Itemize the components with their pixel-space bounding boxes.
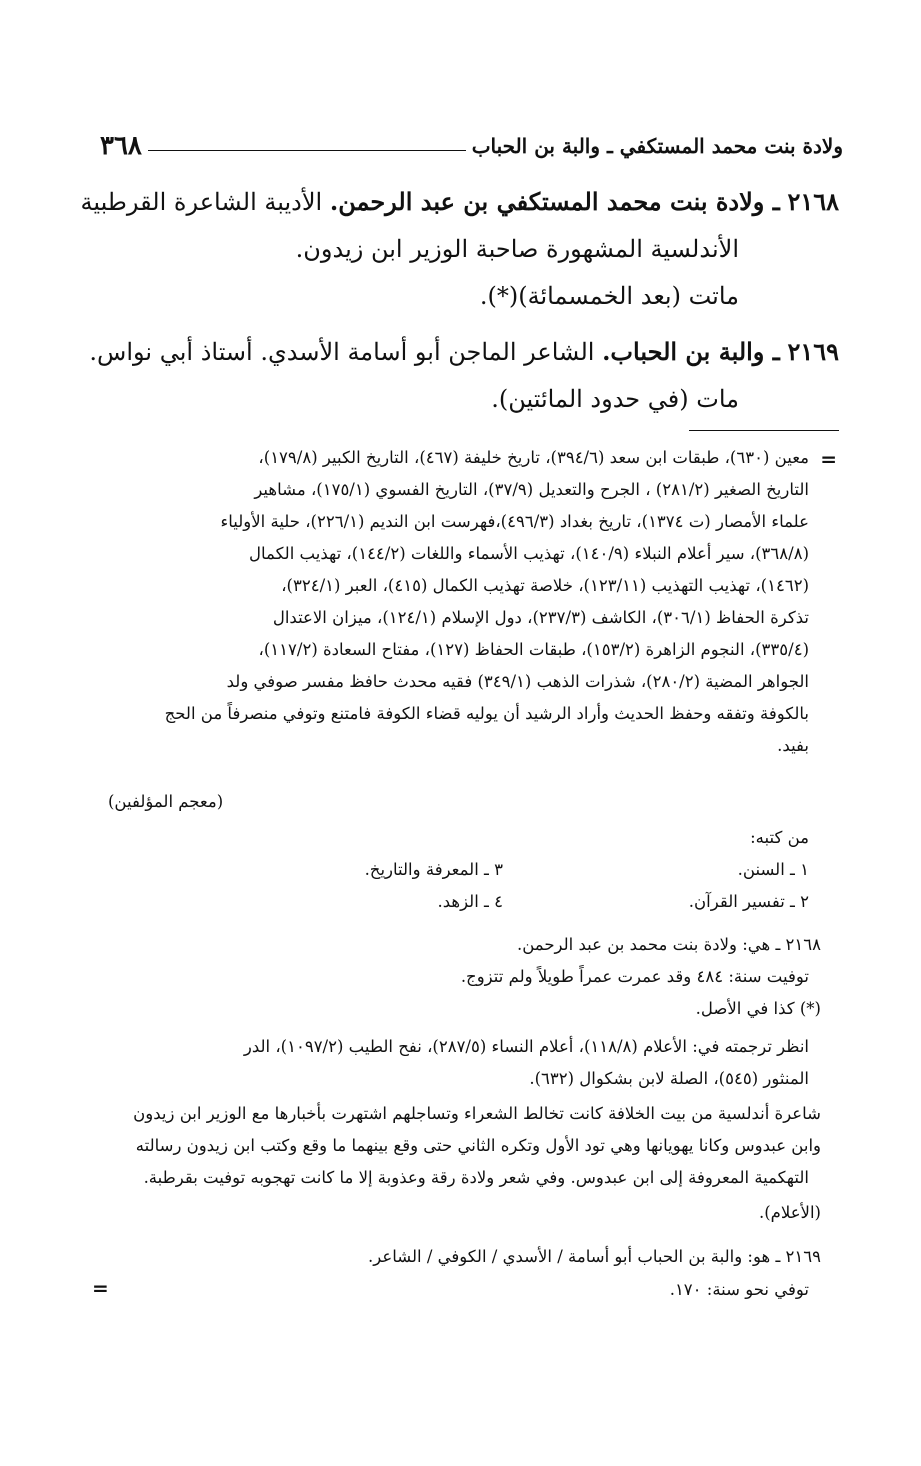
- note-source: (الأعلام).: [758, 1203, 821, 1222]
- note-line: المنثور (٥٤٥)، الصلة لابن بشكوال (٦٣٢).: [529, 1069, 809, 1088]
- footnote-separator: [689, 430, 839, 431]
- entry-2169: ٢١٦٩ ـ والبة بن الحباب. الشاعر الماجن أبو أسامة الأسدي. أستاذ أبي نواس. مات (في حدود المائتين).: [100, 328, 839, 423]
- footnote-line: (٣٦٨/٨)، سير أعلام النبلاء (١٤٠/٩)، تهذيب الأسماء واللغات (١٤٤/٢)، تهذيب الكمال: [249, 544, 809, 563]
- footnote-line: (١٤٦٢)، تهذيب التهذيب (١٢٣/١١)، خلاصة تهذيب الكمال (٤١٥)، العبر (٣٢٤/١)،: [281, 576, 809, 595]
- footnote-line: بالكوفة وتفقه وحفظ الحديث وأراد الرشيد أن يوليه قضاء الكوفة فامتنع وتوفي منصرفاً من الحج: [164, 704, 809, 723]
- running-header: [100, 126, 843, 166]
- header-rule: [148, 150, 466, 151]
- entry-name: والبة بن الحباب.: [602, 337, 765, 366]
- note-line: انظر ترجمته في: الأعلام (١١٨/٨)، أعلام النساء (٢٨٧/٥)، نفح الطيب (١٠٩٧/٢)، الدر: [243, 1037, 809, 1056]
- entry-2168: ٢١٦٨ ـ ولادة بنت محمد المستكفي بن عبد الرحمن. الأديبة الشاعرة القرطبية الأندلسية المشهورة صاحبة الوزير ابن زيدون. ماتت (بعد الخمسمائة)(*).: [100, 178, 839, 320]
- note-line: توفيت سنة: ٤٨٤ وقد عمرت عمراً طويلاً ولم تتزوج.: [460, 967, 809, 986]
- entry-number: ٢١٦٩: [787, 337, 839, 366]
- footnotes-block1: [100, 442, 809, 762]
- footnote-source: (معجم المؤلفين): [108, 792, 224, 811]
- note-asterisk: (*) كذا في الأصل.: [695, 999, 821, 1018]
- note-2168-title: ٢١٦٨ ـ هي: ولادة بنت محمد بن عبد الرحمن.: [517, 935, 821, 954]
- header-title: ولادة بنت محمد المستكفي ـ والبة بن الحباب: [471, 134, 843, 158]
- footnote-line: الجواهر المضية (٢٨٠/٢)، شذرات الذهب (٣٤٩/١) فقيه محدث حافظ مفسر صوفي ولد: [226, 672, 809, 691]
- footnote-line: معين (٦٣٠)، طبقات ابن سعد (٣٩٤/٦)، تاريخ خليفة (٤٦٧)، التاريخ الكبير (١٧٩/٨)،: [258, 448, 809, 467]
- entry-death: مات (في حدود المائتين).: [491, 385, 739, 413]
- books-heading: من كتبه:: [750, 828, 809, 847]
- entry-description: الشاعر الماجن أبو أسامة الأسدي. أستاذ أبي نواس.: [89, 338, 595, 366]
- note-line: شاعرة أندلسية من بيت الخلافة كانت تخالط الشعراء وتساجلهم اشتهرت بأخبارها مع الوزير ابن زيدون: [133, 1104, 821, 1123]
- book-item: ٢ ـ تفسير القرآن.: [688, 892, 809, 911]
- note-2169-title: ٢١٦٩ ـ هو: والبة بن الحباب أبو أسامة / الأسدي / الكوفي / الشاعر.: [368, 1247, 821, 1266]
- entry-description: الأديبة الشاعرة القرطبية: [80, 188, 323, 216]
- entry-name: ولادة بنت محمد المستكفي بن عبد الرحمن.: [329, 187, 765, 216]
- book-item: ١ ـ السنن.: [737, 860, 809, 879]
- footnote-line: تذكرة الحفاظ (٣٠٦/١)، الكاشف (٢٣٧/٣)، دول الإسلام (١٢٤/١)، ميزان الاعتدال: [272, 608, 809, 627]
- book-item: ٤ ـ الزهد.: [437, 892, 503, 911]
- entry-death: ماتت (بعد الخمسمائة)(*).: [479, 282, 739, 310]
- entry-line: الأندلسية المشهورة صاحبة الوزير ابن زيدون.: [295, 235, 739, 263]
- note-line: توفي نحو سنة: ١٧٠.: [669, 1280, 809, 1299]
- footnote-line: بفيد.: [777, 736, 809, 755]
- book-item: ٣ ـ المعرفة والتاريخ.: [364, 860, 503, 879]
- note-line: وابن عبدوس وكانا يهويانها وهي تود الأول وتكره الثاني حتى وقع بينهما ما وقع وكتب ابن زيدون رسالته: [135, 1136, 821, 1155]
- continuation-mark-bottom: =: [92, 1276, 109, 1300]
- footnote-line: (٣٣٥/٤)، النجوم الزاهرة (١٥٣/٢)، طبقات الحفاظ (١٢٧)، مفتاح السعادة (١١٧/٢)،: [258, 640, 809, 659]
- footnote-line: علماء الأمصار (ت ١٣٧٤)، تاريخ بغداد (٤٩٦/٣)،فهرست ابن النديم (٢٢٦/١)، حلية الأولياء: [220, 512, 809, 531]
- note-line: التهكمية المعروفة إلى ابن عبدوس. وفي شعر ولادة رقة وعذوبة إلا ما كانت تهجوبه توفيت بقرطبة.: [143, 1168, 809, 1187]
- entry-number: ٢١٦٨: [787, 187, 839, 216]
- footnote-line: التاريخ الصغير (٢٨١/٢) ، الجرح والتعديل (٣٧/٩)، التاريخ الفسوي (١٧٥/١)، مشاهير: [254, 480, 809, 499]
- page-number: ٣٦٨: [100, 131, 142, 161]
- continuation-mark-top: =: [820, 447, 837, 471]
